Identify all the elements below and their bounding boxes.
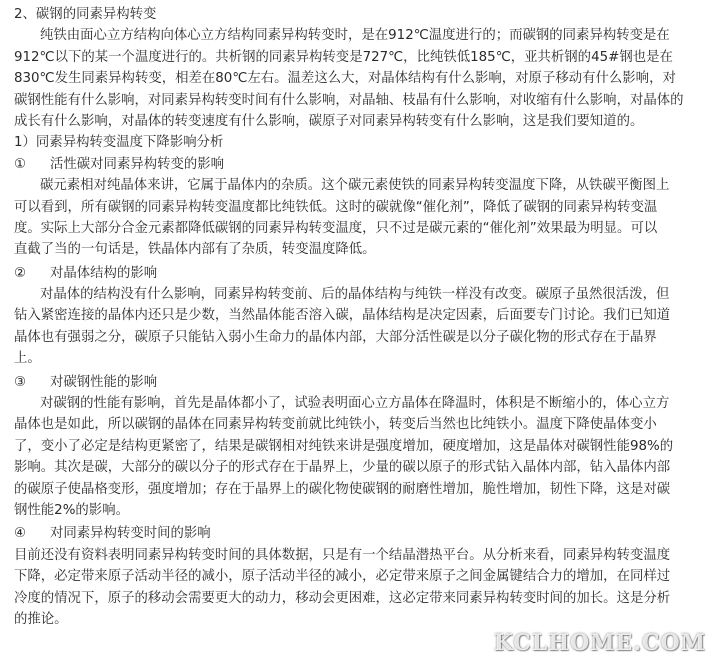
item-heading xyxy=(14,263,704,284)
item-paragraph xyxy=(14,545,704,631)
paragraph-line: 冷度的情况下，原子的移动会需要更大的动力，移动会更困难，这必定带来同素异构转变时间的加长。这是分析 xyxy=(14,590,671,606)
paragraph-line: 的推论。 xyxy=(14,611,68,627)
item-paragraph xyxy=(14,284,704,370)
paragraph-line: 纯铁由面心立方结构向体心立方结构同素异构转变时，是在912℃温度进行的；而碳钢的同素异构转变是在 xyxy=(40,28,670,44)
paragraph-line: 的碳原子使晶格变形，强度增加；存在于晶界上的碳化物使碳钢的耐磨性增加，脆性增加，韧性下降，这是对碳 xyxy=(14,481,671,497)
paragraph-line: 碳钢性能有什么影响，对同素异构转变时间有什么影响，对晶轴、枝晶有什么影响，对收缩有什么影响，对晶体的 xyxy=(14,92,684,108)
paragraph-line: 830℃发生同素异构转变，相差在80℃左右。温差这么大，对晶体结构有什么影响，对原子移动有什么影响，对 xyxy=(14,71,676,87)
item-number: ② xyxy=(14,265,27,281)
paragraph-line: 对碳钢的性能有影响，首先是晶体都小了，试验表明面心立方晶体在降温时，体积是不断缩小的，体心立方 xyxy=(40,396,670,412)
item-title: 对碳钢性能的影响 xyxy=(50,374,158,390)
item-title: 活性碳对同素异构转变的影响 xyxy=(50,156,225,172)
item-heading xyxy=(14,372,704,393)
paragraph-line: 成长有什么影响，对晶体的转变速度有什么影响，碳原子对同素异构转变有什么影响，这是我们要知道的。 xyxy=(14,113,644,129)
item-number: ③ xyxy=(14,374,27,390)
paragraph-line: 了，变小了必定是结构更紧密了，结果是碳钢相对纯铁来讲是强度增加，硬度增加，这是晶体对碳钢性能98%的 xyxy=(14,438,674,454)
item-heading xyxy=(14,523,704,544)
paragraph-line: 下降，必定带来原子活动半径的减小，原子活动半径的减小，必定带来原子之间金属键结合力的增加，在同样过 xyxy=(14,569,671,585)
site-watermark: KCLHOME.COM xyxy=(493,630,706,656)
section-heading: 2、碳钢的同素异构转变 xyxy=(14,7,157,22)
paragraph-line: 晶体也是如此，所以碳钢的晶体在同素异构转变前就比纯铁小，转变后当然也比纯铁小。温度下降使晶体变小 xyxy=(14,417,657,433)
item-number: ① xyxy=(14,156,27,172)
article-body xyxy=(14,4,704,630)
item-title: 对晶体结构的影响 xyxy=(50,265,158,281)
item-paragraph xyxy=(14,175,704,261)
item-title: 对同素异构转变时间的影响 xyxy=(50,526,211,542)
item-number: ④ xyxy=(14,526,27,542)
item-heading xyxy=(14,154,704,175)
paragraph-line: 影响。其次是碳，大部分的碳以分子的形式存在于晶界上，少量的碳以原子的形式钻入晶体内部，钻入晶体内部 xyxy=(14,460,671,476)
subsection-heading: 1）同素异构转变温度下降影响分析 xyxy=(14,135,224,151)
paragraph-line: 钻入紧密连接的晶体内还只是少数，当然晶体能否溶入碳，晶体结构是决定因素，后面要专门讨论。我们已知道 xyxy=(14,308,671,324)
paragraph-line: 直截了当的一句话是，铁晶体内部有了杂质，转变温度降低。 xyxy=(14,242,376,258)
paragraph-line: 目前还没有资料表明同素异构转变时间的具体数据，只是有一个结晶潜热平台。从分析来看，同素异构转变温度 xyxy=(14,547,671,563)
paragraph-line: 对晶体的结构没有什么影响，同素异构转变前、后的晶体结构与纯铁一样没有改变。碳原子虽然很活泼，但 xyxy=(40,287,670,303)
paragraph-line: 上。 xyxy=(14,351,41,367)
paragraph-line: 晶体也有强弱之分，碳原子只能钻入弱小生命力的晶体内部，大部分活性碳是以分子碳化物的形式存在于晶界 xyxy=(14,329,657,345)
paragraph-line: 912℃以下的某一个温度进行的。共析钢的同素异构转变是727℃，比纯铁低185℃，亚共析钢的45#钢也是在 xyxy=(14,49,673,65)
item-paragraph xyxy=(14,393,704,521)
paragraph-line: 可以看到，所有碳钢的同素异构转变温度都比纯铁低。这时的碳就像“催化剂”，降低了碳钢的同素异构转变温 xyxy=(14,199,658,215)
paragraph-line: 钢性能2%的影响。 xyxy=(14,502,129,518)
intro-paragraph xyxy=(14,25,704,132)
paragraph-line: 碳元素相对纯晶体来讲，它属于晶体内的杂质。这个碳元素使铁的同素异构转变温度下降，从铁碳平衡图上 xyxy=(40,178,670,194)
paragraph-line: 度。实际上大部分合金元素都降低碳钢的同素异构转变温度，只不过是碳元素的“催化剂”效果最为明显。可以 xyxy=(14,220,658,236)
